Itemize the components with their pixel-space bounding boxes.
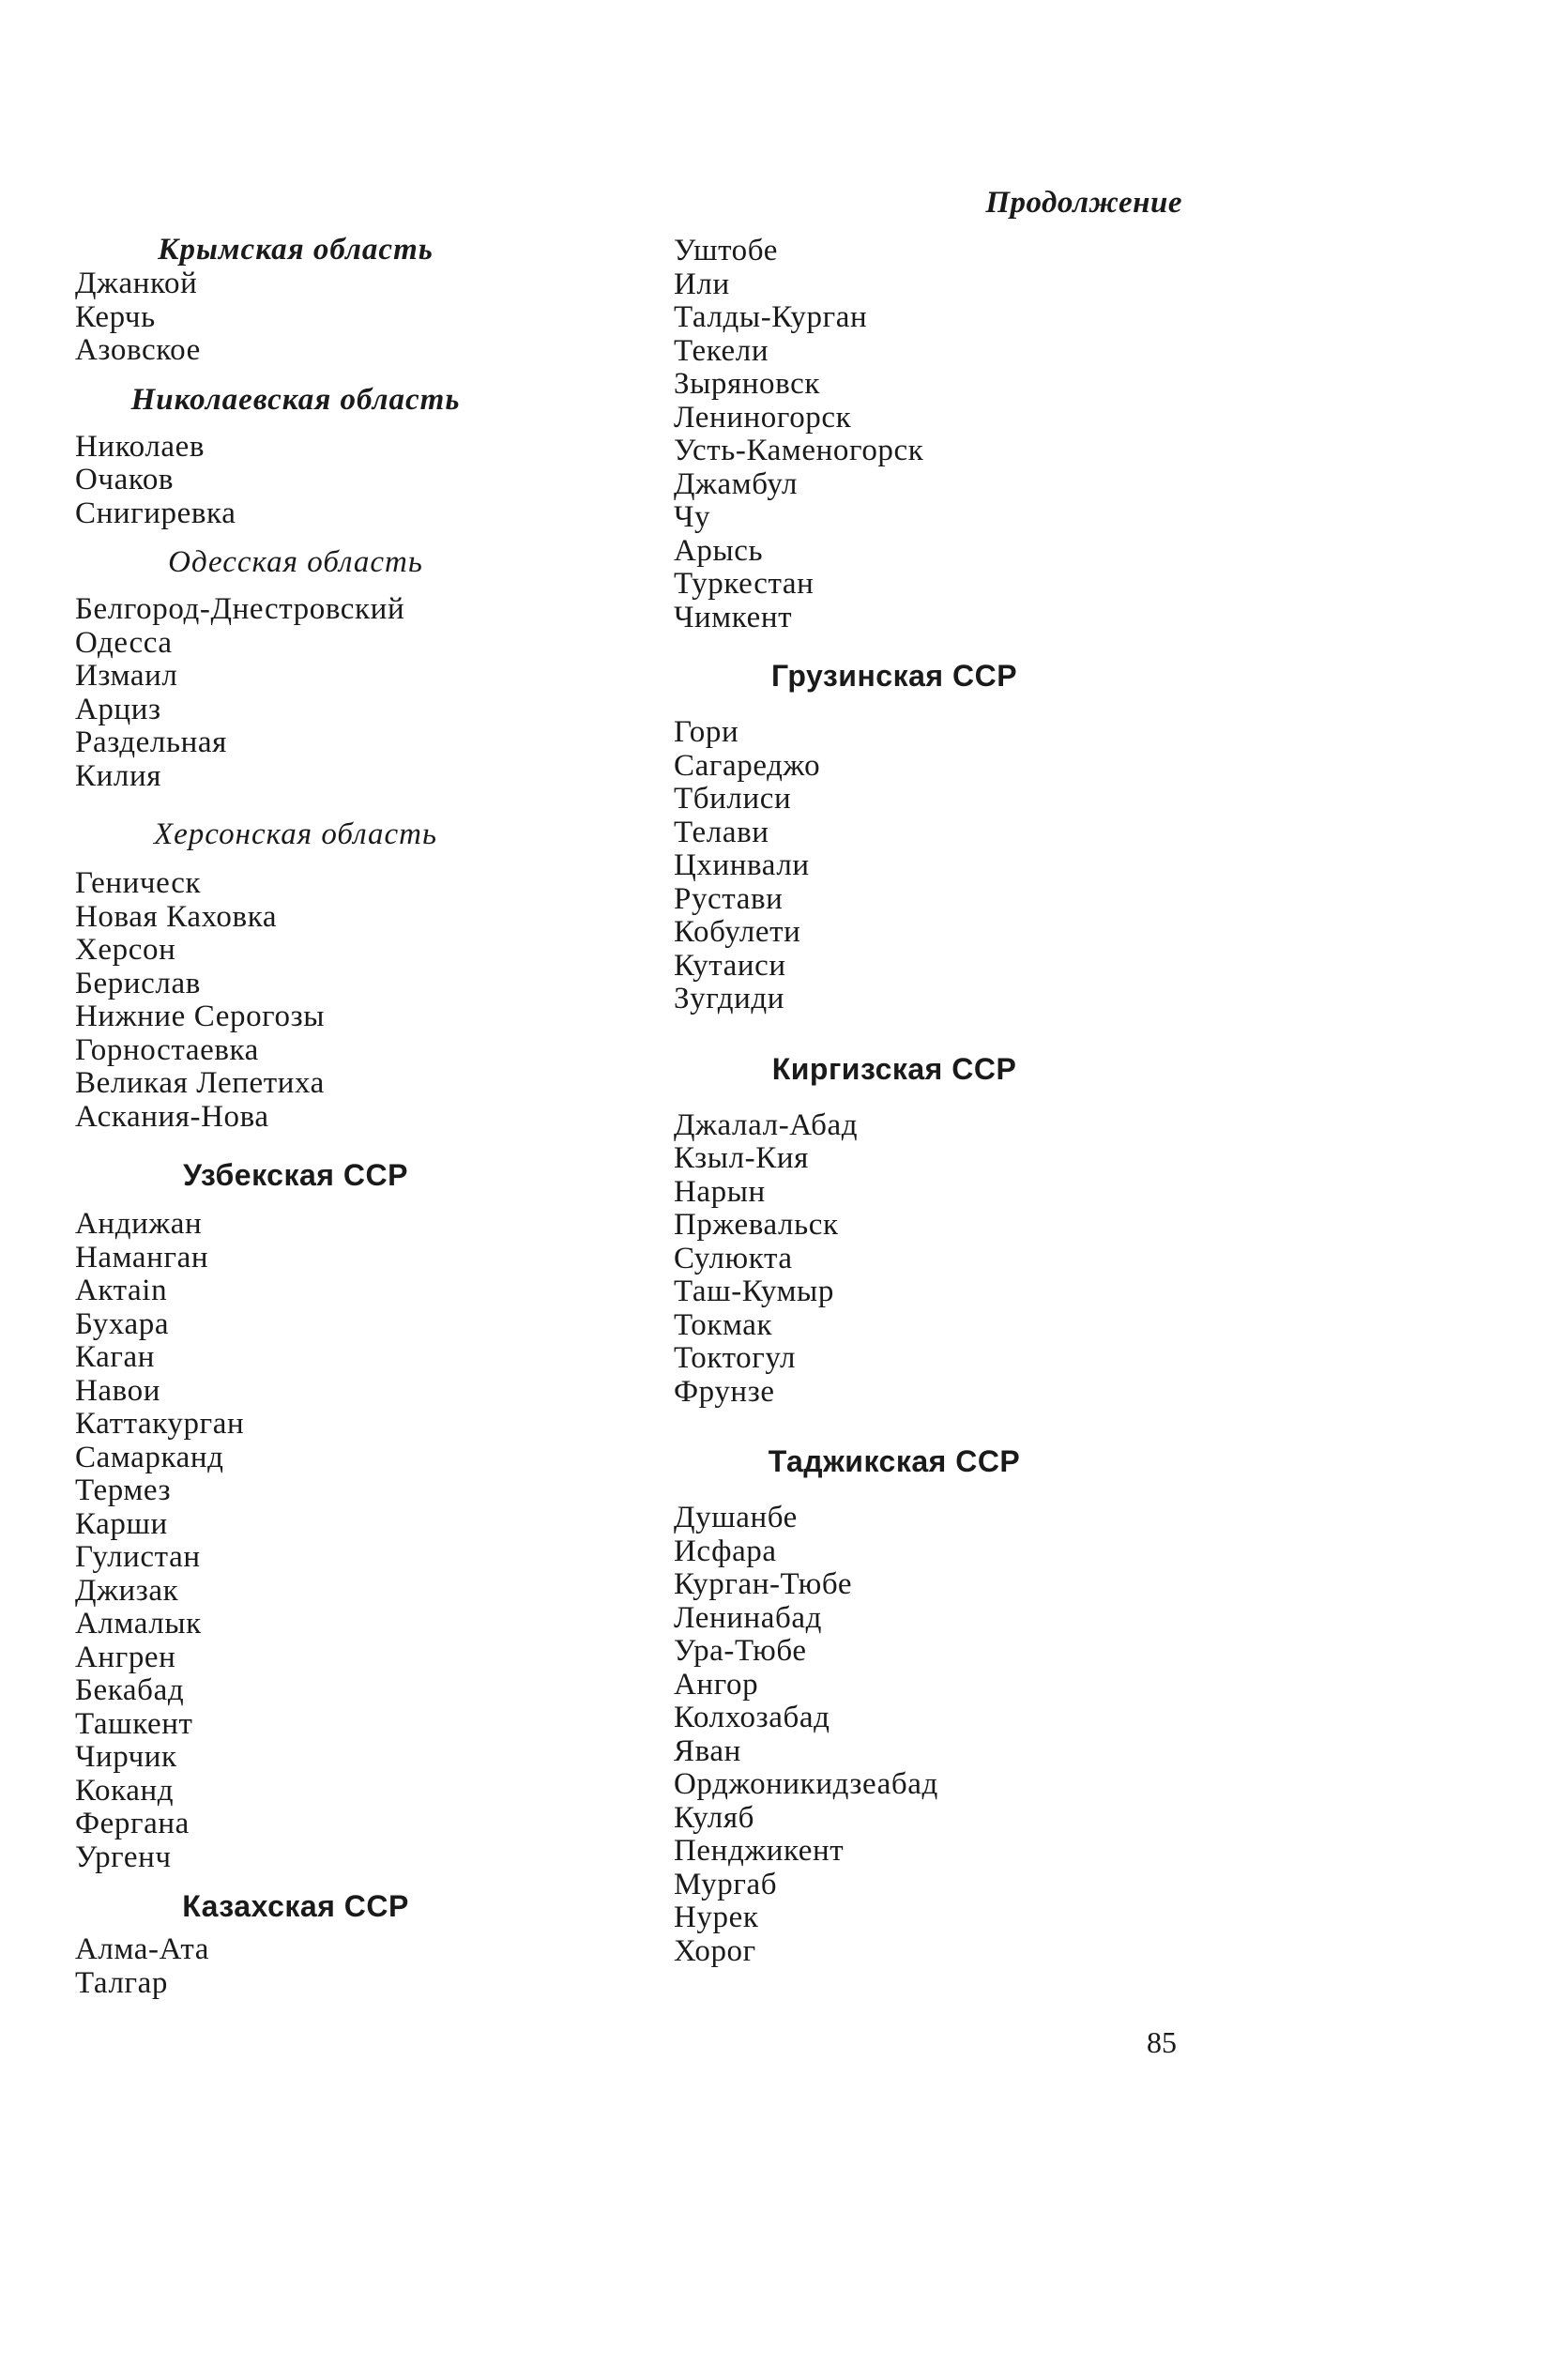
left-column <box>75 233 601 2000</box>
city-list <box>75 1933 601 2000</box>
list-item: Арциз <box>75 692 161 726</box>
list-item: Кзыл-Кия <box>674 1141 809 1175</box>
list-item: Карши <box>75 1506 168 1541</box>
list-item: Каттакурган <box>75 1407 245 1441</box>
list-item: Килия <box>75 758 161 793</box>
list-item: Навои <box>75 1373 160 1408</box>
list-item: Цхинвали <box>674 848 810 882</box>
list-item: Токмак <box>674 1307 773 1342</box>
section-heading: Херсонская область <box>154 817 437 851</box>
city-list <box>674 235 1199 634</box>
list-item: Актаin <box>75 1274 168 1307</box>
list-item: Талды-Курган <box>674 300 868 334</box>
list-item: Самарканд <box>75 1440 224 1474</box>
list-item: Усть-Каменогорск <box>674 434 924 467</box>
list-item: Пржевальск <box>674 1208 839 1242</box>
section-kazakh-continued <box>674 235 1199 634</box>
list-item: Колхозабад <box>674 1701 830 1734</box>
list-item: Джамбул <box>674 466 799 501</box>
list-item: Термез <box>75 1473 172 1507</box>
list-item: Орджоникидзеабад <box>674 1767 938 1801</box>
list-item: Уштобе <box>674 234 778 267</box>
right-column <box>674 235 1199 1968</box>
list-item: Бухара <box>75 1306 170 1341</box>
list-item: Или <box>674 267 730 301</box>
list-item: Фергана <box>75 1807 190 1840</box>
list-item: Алмалык <box>75 1607 202 1641</box>
list-item: Гори <box>674 715 739 749</box>
section-heading: Узбекская ССР <box>183 1158 408 1192</box>
section-kyrgyz-ssr <box>674 1052 1199 1410</box>
list-item: Каган <box>75 1340 156 1374</box>
list-item: Великая Лепетиха <box>75 1066 325 1100</box>
list-item: Азовское <box>75 333 201 367</box>
list-item: Коканд <box>75 1773 175 1808</box>
list-item: Керчь <box>75 299 156 334</box>
list-item: Кутаиси <box>674 948 786 983</box>
section-georgian-ssr <box>674 659 1199 1016</box>
list-item: Чу <box>674 500 711 534</box>
section-odessa <box>75 545 601 793</box>
list-item: Арысь <box>674 533 764 568</box>
list-item: Рустави <box>674 881 784 916</box>
list-item: Берислав <box>75 966 201 1000</box>
city-list <box>674 716 1199 1016</box>
section-kazakh-ssr <box>75 1889 601 2000</box>
list-item: Кобулети <box>674 915 801 949</box>
list-item: Бекабад <box>75 1673 185 1707</box>
section-heading: Николаевская область <box>130 382 461 417</box>
section-crimea <box>75 233 601 368</box>
list-item: Ташкент <box>75 1706 193 1741</box>
list-item: Геническ <box>75 866 202 900</box>
list-item: Душанбе <box>674 1501 798 1534</box>
list-item: Наманган <box>75 1240 209 1275</box>
city-list <box>75 431 601 531</box>
list-item: Раздельная <box>75 725 227 759</box>
list-item: Нарын <box>674 1174 766 1209</box>
list-item: Николаев <box>75 429 206 464</box>
section-heading: Казахская ССР <box>182 1889 409 1923</box>
list-item: Херсон <box>75 933 176 967</box>
list-item: Ангрен <box>75 1640 176 1674</box>
list-item: Фрунзе <box>674 1374 775 1409</box>
list-item: Пенджикент <box>674 1834 845 1868</box>
list-item: Сулюкта <box>674 1241 793 1275</box>
section-heading: Грузинская ССР <box>770 659 1018 693</box>
list-item: Талгар <box>75 1965 169 2000</box>
list-item: Туркестан <box>674 567 814 601</box>
list-item: Нурек <box>674 1900 759 1934</box>
list-item: Новая Каховка <box>75 899 278 934</box>
list-item: Ангор <box>674 1667 759 1702</box>
list-item: Текели <box>674 333 769 368</box>
list-item: Сагареджо <box>674 748 821 783</box>
section-kherson <box>75 817 601 1134</box>
city-list <box>674 1502 1199 1968</box>
section-heading: Крымская область <box>158 233 434 267</box>
list-item: Измаил <box>75 659 178 693</box>
list-item: Зыряновск <box>674 367 821 401</box>
list-item: Исфара <box>674 1534 777 1568</box>
list-item: Токтогул <box>674 1341 797 1375</box>
list-item: Снигиревка <box>75 496 236 530</box>
list-item: Ургенч <box>75 1839 172 1874</box>
city-list <box>75 1208 601 1874</box>
list-item: Ленинабад <box>674 1600 823 1635</box>
list-item: Мургаб <box>674 1867 778 1901</box>
list-item: Чирчик <box>75 1740 177 1774</box>
list-item: Гулистан <box>75 1540 201 1574</box>
list-item: Яван <box>674 1733 741 1768</box>
list-item: Чимкент <box>674 600 793 634</box>
list-item: Алма-Ата <box>75 1932 210 1966</box>
list-item: Телави <box>674 815 769 849</box>
list-item: Зугдиди <box>674 982 785 1015</box>
list-item: Одесса <box>75 625 173 660</box>
city-list <box>75 867 601 1134</box>
list-item: Ура-Тюбе <box>674 1634 807 1668</box>
city-list <box>75 593 601 793</box>
list-item: Джалал-Абад <box>674 1107 859 1142</box>
list-item: Нижние Серогозы <box>75 1000 325 1033</box>
list-item: Джанкой <box>75 267 198 300</box>
city-list <box>75 267 601 368</box>
section-heading: Одесская область <box>168 545 423 579</box>
list-item: Хорог <box>674 1933 756 1968</box>
section-uzbek-ssr <box>75 1158 601 1874</box>
list-item: Тбилиси <box>674 782 792 816</box>
city-list <box>674 1109 1199 1410</box>
list-item: Белгород-Днестровский <box>75 592 405 626</box>
list-item: Таш-Кумыр <box>674 1275 834 1308</box>
list-item: Лениногорск <box>674 400 852 435</box>
list-item: Андижан <box>75 1207 203 1241</box>
section-tajik-ssr <box>674 1444 1199 1968</box>
list-item: Аскания-Нова <box>75 1099 269 1134</box>
list-item: Очаков <box>75 463 175 496</box>
section-heading: Таджикская ССР <box>768 1444 1021 1478</box>
list-item: Джизак <box>75 1573 179 1608</box>
page-number: 85 <box>1147 2025 1177 2059</box>
list-item: Куляб <box>674 1800 755 1835</box>
section-heading: Киргизская ССР <box>771 1051 1017 1086</box>
section-nikolaev <box>75 383 601 531</box>
list-item: Горностаевка <box>75 1032 259 1067</box>
continuation-label: Продолжение <box>985 186 1182 220</box>
list-item: Курган-Тюбе <box>674 1567 853 1601</box>
